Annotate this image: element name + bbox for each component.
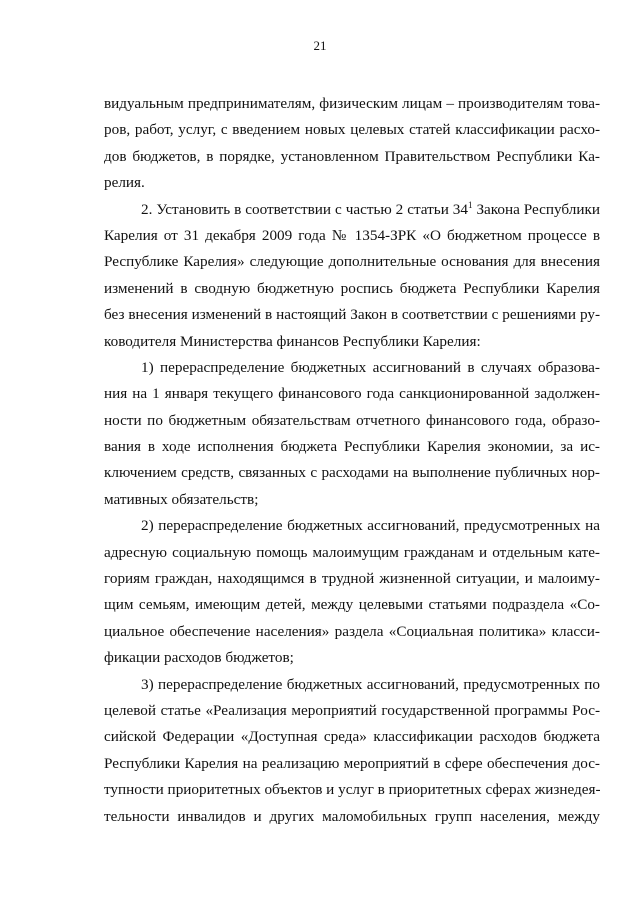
paragraph-subitem-1 <box>104 355 600 513</box>
text-line: ключением средств, связанных с расходами на выполнение публичных нор- <box>104 464 600 482</box>
text-line: дов бюджетов, в порядке, установленном Правительством Республики Ка- <box>104 147 600 165</box>
text-line: щим семьям, имеющим детей, между целевыми статьями подраздела «Со- <box>104 596 600 614</box>
text-line: ния на 1 января текущего финансового года санкционированной задолжен- <box>104 385 600 403</box>
text-line: ров, работ, услуг, с введением новых целевых статей классификации расхо- <box>104 121 600 139</box>
paragraph-subitem-3 <box>104 672 600 830</box>
text-line: без внесения изменений в настоящий Закон в соответствии с решениями ру- <box>104 306 600 324</box>
text-fragment: Закона Республики <box>472 200 600 218</box>
paragraph-subitem-2 <box>104 513 600 671</box>
text-line: мативных обязательств; <box>104 490 259 508</box>
text-line: релия. <box>104 174 145 192</box>
text-line: Республики Карелия на реализацию мероприятий в сфере обеспечения дос- <box>104 754 600 772</box>
text-line <box>104 197 600 223</box>
text-line: изменений в сводную бюджетную роспись бюджета Республики Карелия <box>104 279 600 297</box>
text-line: видуальным предпринимателям, физическим лицам – производителям това- <box>104 95 600 112</box>
text-line: Республике Карелия» следующие дополнительные основания для внесения <box>104 253 600 271</box>
text-line: циальное обеспечение населения» раздела «Социальная политика» класси- <box>104 622 600 640</box>
text-line: вания в ходе исполнения бюджета Республики Карелия экономии, за ис- <box>104 438 600 456</box>
text-line: тупности приоритетных объектов и услуг в приоритетных сферах жизнедея- <box>104 781 601 799</box>
text-line: адресную социальную помощь малоимущим гражданам и отдельным кате- <box>104 543 600 561</box>
superscript: 1 <box>467 199 473 210</box>
paragraph-continuation <box>104 91 600 197</box>
text-line: 1) перераспределение бюджетных ассигнований в случаях образова- <box>141 358 600 376</box>
text-line: фикации расходов бюджетов; <box>104 649 294 667</box>
paragraph-item-2 <box>104 197 600 355</box>
text-line: ководителя Министерства финансов Республики Карелия: <box>104 332 481 350</box>
text-line: целевой статье «Реализация мероприятий государственной программы Рос- <box>104 701 600 719</box>
text-fragment: 2. Установить в соответствии с частью 2 статьи 34 <box>141 200 468 218</box>
text-line: гориям граждан, находящимся в трудной жизненной ситуации, и малоиму- <box>104 570 600 588</box>
text-line: 3) перераспределение бюджетных ассигнований, предусмотренных по <box>141 675 600 693</box>
page-number: 21 <box>313 38 327 53</box>
text-line: тельности инвалидов и других маломобильных групп населения, между <box>104 807 600 825</box>
text-line: Карелия от 31 декабря 2009 года № 1354-ЗРК «О бюджетном процессе в <box>104 226 600 244</box>
document-body <box>104 91 600 830</box>
text-line: сийской Федерации «Доступная среда» классификации расходов бюджета <box>104 728 600 746</box>
text-line: ности по бюджетным обязательствам отчетного финансового года, образо- <box>104 411 600 429</box>
text-line: 2) перераспределение бюджетных ассигнований, предусмотренных на <box>141 517 600 535</box>
